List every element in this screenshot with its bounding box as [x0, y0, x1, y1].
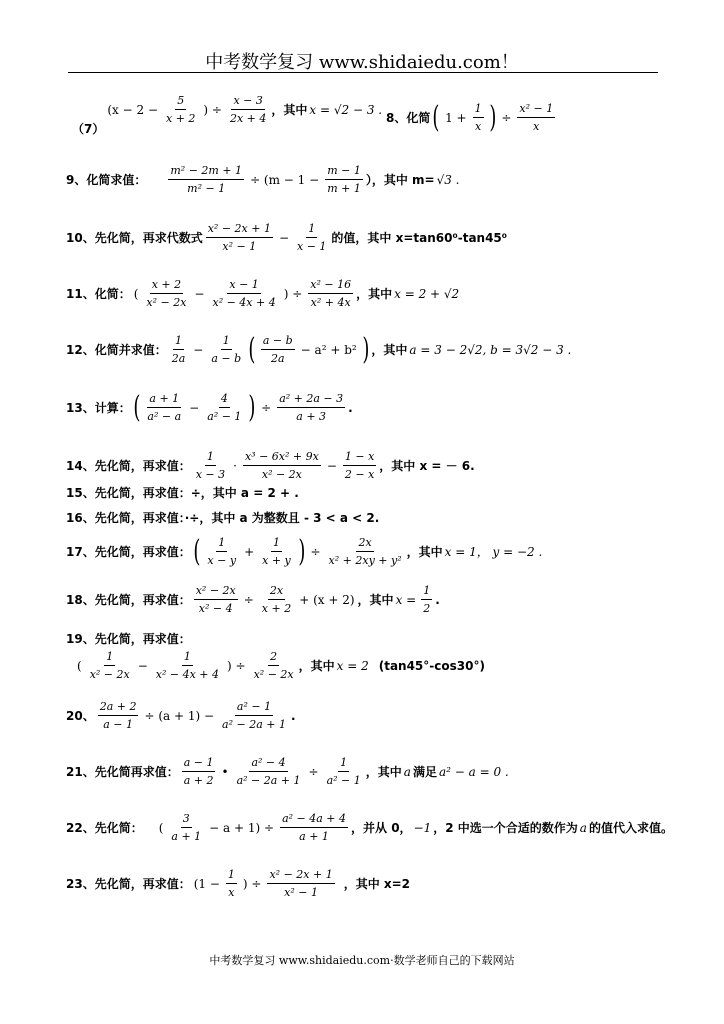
problem-21-condition: ，其中: [365, 765, 402, 779]
problem-18-value: x =: [395, 592, 417, 607]
problem-20-middle: ÷ (a + 1) −: [144, 708, 215, 723]
problem-9-condition: ），其中 m=: [365, 173, 435, 187]
problem-11-fraction-3: $\frac{\text{x² − 16}}{\text{x² + 4x}}$: [310, 278, 352, 309]
problem-22-label: 22、先化简：: [66, 821, 143, 835]
problem-9-label: 9、化简求值：: [66, 173, 147, 187]
problem-21-fraction-3: $\frac{1}{\text{a² − 1}}$: [326, 756, 361, 787]
problem-15: [66, 484, 299, 501]
problem-11-fraction-2: $\frac{x - 1}{\text{x² − 4x + 4}}$: [212, 278, 276, 309]
problem-22: 22、先化简： ( $\frac{3}{a + 1}$ − a + 1) ÷ $\frac{\text{a² − 4a + 4}}{a + 1}$ ，并从 0， −1 ，2 中选一个合适的数作为 a 的值代入求值。: [66, 812, 673, 843]
problem-13-fraction-2: $\frac{4}{\text{a² − 1}}$: [207, 392, 242, 423]
problem-19-fraction-2: $\frac{1}{\text{x² − 4x + 4}}$: [155, 650, 220, 681]
problem-12: 12、化简并求值： $\frac{1}{2a}$ − $\frac{1}{a - b}$ ( $\frac{a - b}{2a}$ − a² + b² ) ，其中 a = 3 − 2√2, b = 3√2 − 3 .: [66, 331, 572, 367]
problem-14-label: 14、先化简，再求值：: [66, 459, 191, 473]
problem-11-fraction-1: $\frac{x + 2}{\text{x² − 2x}}$: [146, 278, 187, 309]
problem-13-end: .: [348, 400, 353, 415]
problem-19-value: x = 2: [336, 658, 369, 673]
problem-14-fraction-3: $\frac{1 - x}{2 - x}$: [344, 450, 375, 481]
problem-23-middle: ) ÷: [242, 876, 262, 891]
problem-16-text: 16、先化简，再求值：·÷，其中 a 为整数且 - 3 < a < 2.: [66, 511, 380, 525]
problem-13-label: 13、计算：: [66, 401, 131, 415]
problem-18-fraction-3: $\frac{1}{2}$: [423, 584, 431, 615]
problem-17-fraction-1: $\frac{1}{x - y}$: [207, 536, 237, 567]
problem-11: 11、化简： ( $\frac{x + 2}{\text{x² − 2x}}$ − $\frac{x - 1}{\text{x² − 4x + 4}}$ ) ÷ $\frac{\text{x² − 16}}{\text{x² + 4x}}$ ，其中 x = 2 + √2: [66, 278, 460, 309]
problem-8-label: 8、化简: [386, 111, 431, 125]
problem-16: [66, 509, 379, 526]
problem-21-fraction-2: $\frac{\text{a² − 4}}{\text{a² − 2a + 1}}$: [236, 756, 301, 787]
problem-17-fraction-2: $\frac{1}{x + y}$: [262, 536, 291, 567]
problem-21-variable: a: [403, 764, 411, 779]
problem-23-fraction-2: $\frac{\text{x² − 2x + 1}}{\text{x² − 1}}$: [269, 868, 333, 899]
page-footer: 中考数学复习 www.shidaiedu.com·数学老师自己的下载网站: [209, 954, 515, 967]
problem-8-fraction-1: $\frac{1}{x}$: [474, 102, 482, 133]
problem-19: ( $\frac{1}{\text{x² − 2x}}$ − $\frac{1}{\text{x² − 4x + 4}}$ ) ÷ $\frac{2}{\text{x² − 2x}}$ ，其中 x = 2 (tan45°-cos30°): [77, 650, 485, 681]
problem-7-lead: (x − 2 −: [107, 102, 158, 117]
problem-7-label: （7）: [72, 122, 105, 136]
problem-15-text: 15、先化简，再求值：÷，其中 a = 2 + .: [66, 486, 299, 500]
problem-7-close: ) ÷: [203, 102, 222, 117]
problem-9: [66, 164, 462, 195]
problem-13-fraction-3: $\frac{\text{a² + 2a − 3}}{a + 3}$: [279, 392, 344, 423]
problem-21-label: 21、先化简再求值：: [66, 765, 179, 779]
problem-9-fraction-2: $\frac{m - 1}{m + 1}$: [327, 164, 361, 195]
problem-18-fraction-2: $\frac{2x}{x + 2}$: [261, 584, 292, 615]
problem-19-fraction-3: $\frac{2}{\text{x² − 2x}}$: [253, 650, 294, 681]
problem-10: 10、先化简，再求代数式 $\frac{\text{x² − 2x + 1}}{\text{x² − 1}}$ − $\frac{1}{x - 1}$ 的值，其中 x=tan60⁰-tan45⁰: [66, 222, 508, 253]
problem-18-end: .: [435, 592, 440, 607]
problem-23-fraction-1: $\frac{1}{x}$: [227, 868, 235, 899]
problem-14-condition: ，其中 x = － 6.: [379, 459, 475, 473]
problem-20-fraction-2: $\frac{\text{a² − 1}}{\text{a² − 2a + 1}}$: [222, 700, 286, 731]
problem-21-fraction-1: $\frac{a - 1}{a + 2}$: [183, 756, 214, 787]
problem-14: 14、先化简，再求值： $\frac{1}{x - 3}$ · $\frac{\text{x³ − 6x² + 9x}}{\text{x² − 2x}}$ − $\frac{1 - x}{2 - x}$ ，其中 x = － 6.: [66, 450, 475, 481]
problem-18-condition: ，其中: [357, 593, 394, 607]
problem-22-condition-2: ，2 中选一个合适的数作为: [433, 821, 578, 835]
problem-17-fraction-3: $\frac{2x}{\text{x² + 2xy + y²}}$: [328, 536, 402, 567]
problem-20: [66, 700, 296, 731]
problem-9-fraction-1: $\frac{\text{m² − 2m + 1}}{\text{m² − 1}}$: [170, 164, 243, 195]
problem-10-fraction-1: $\frac{\text{x² − 2x + 1}}{\text{x² − 1}}$: [207, 222, 271, 253]
problem-10-condition: 的值，其中 x=tan60⁰-tan45⁰: [331, 231, 508, 245]
problem-12-tail: − a² + b²: [300, 342, 357, 357]
problem-21-equation: a² − a = 0 .: [438, 764, 509, 779]
problem-12-label: 12、化简并求值：: [66, 343, 167, 357]
problem-17-label: 17、先化简，再求值：: [66, 545, 191, 559]
problem-20-end: .: [291, 708, 296, 723]
problem-17: 17、先化简，再求值： ( $\frac{1}{x - y}$ + $\frac{1}{x + y}$ ) ÷ $\frac{2x}{\text{x² + 2xy + y²}}$ ，其中 x = 1， y = −2 .: [66, 533, 543, 569]
problem-19-label: 19、先化简，再求值：: [66, 632, 191, 646]
problem-11-label: 11、化简：: [66, 287, 131, 301]
problem-13: 13、计算： ( $\frac{a + 1}{\text{a² − a}}$ − $\frac{4}{\text{a² − 1}}$ ) ÷ $\frac{\text{a² + 2a − 3}}{a + 3}$ .: [66, 389, 353, 425]
problem-21: 21、先化简再求值： $\frac{a - 1}{a + 2}$ • $\frac{\text{a² − 4}}{\text{a² − 2a + 1}}$ ÷ $\frac{1}{\text{a² − 1}}$ ，其中 a 满足 a² − a = 0 .: [66, 756, 509, 787]
problem-19-heading: [66, 630, 191, 647]
problem-7-fraction-1: $\frac{5}{x + 2}$: [166, 94, 196, 125]
problem-19-condition: ，其中: [298, 659, 335, 673]
problem-18-label: 18、先化简，再求值：: [66, 593, 191, 607]
problem-17-condition: ，其中: [406, 545, 443, 559]
problem-11-value: x = 2 + √2: [394, 286, 460, 301]
problem-14-fraction-1: $\frac{1}{x - 3}$: [195, 450, 226, 481]
problem-23: [66, 868, 410, 899]
problem-12-fraction-1: $\frac{1}{2a}$: [171, 334, 186, 365]
problem-22-fraction-1: $\frac{3}{a + 1}$: [171, 812, 202, 843]
problem-20-label: 20、: [66, 709, 95, 723]
page-header: 中考数学复习 www.shidaiedu.com！: [205, 52, 519, 73]
problem-23-lead: (1 −: [193, 876, 220, 891]
problem-8-fraction-2: $\frac{\text{x² − 1}}{x}$: [519, 102, 554, 133]
problem-12-fraction-3: $\frac{a - b}{2a}$: [262, 334, 293, 365]
problem-22-variable: a: [579, 820, 587, 835]
problem-9-middle: ÷ (m − 1 −: [250, 172, 320, 187]
problem-20-fraction-1: $\frac{2a + 2}{a - 1}$: [99, 700, 137, 731]
problem-22-value-1: −1: [413, 820, 432, 835]
header-rule: [68, 72, 658, 73]
problem-7: [72, 96, 384, 137]
problem-7-condition: ，其中: [271, 103, 308, 117]
problem-11-condition: ，其中: [356, 287, 393, 301]
problem-10-label: 10、先化简，再求代数式: [66, 231, 203, 245]
problem-12-value: a = 3 − 2√2, b = 3√2 − 3 .: [409, 342, 572, 357]
problem-22-fraction-2: $\frac{\text{a² − 4a + 4}}{a + 1}$: [282, 812, 347, 843]
problem-22-condition: ，并从 0，: [351, 821, 412, 835]
problem-12-condition: ，其中: [371, 343, 408, 357]
problem-19-fraction-1: $\frac{1}{\text{x² − 2x}}$: [89, 650, 130, 681]
problem-18-tail: + (x + 2): [299, 592, 355, 607]
problem-18-fraction-1: $\frac{\text{x² − 2x}}{\text{x² − 4}}$: [195, 584, 236, 615]
problem-21-condition-2: 满足: [412, 765, 437, 779]
problem-22-condition-3: 的值代入求值。: [588, 821, 673, 835]
problem-14-fraction-2: $\frac{\text{x³ − 6x² + 9x}}{\text{x² − 2x}}$: [244, 450, 319, 481]
problem-17-value: x = 1， y = −2 .: [444, 545, 543, 559]
problem-8: 8、化简 ( 1 + $\frac{1}{x}$ ) ÷ $\frac{\text{x² − 1}}{x}$: [386, 99, 554, 135]
problem-23-condition: ，其中 x=2: [343, 877, 411, 891]
problem-13-fraction-1: $\frac{a + 1}{\text{a² − a}}$: [147, 392, 182, 423]
problem-7-fraction-2: $\frac{x - 3}{2x + 4}$: [229, 94, 267, 125]
problem-12-fraction-2: $\frac{1}{a - b}$: [211, 334, 242, 365]
problem-19-extra: (tan45°-cos30°): [378, 658, 485, 673]
problem-23-label: 23、先化简，再求值：: [66, 877, 191, 891]
problem-22-middle: − a + 1) ÷: [209, 820, 275, 835]
problem-18: 18、先化简，再求值： $\frac{\text{x² − 2x}}{\text{x² − 4}}$ ÷ $\frac{2x}{x + 2}$ + (x + 2) ，其中 x = $\frac{1}{2}$ .: [66, 584, 440, 615]
problem-7-value: x = √2 − 3 .: [309, 102, 383, 117]
problem-9-value: √3 .: [436, 172, 460, 187]
problem-10-fraction-2: $\frac{1}{x - 1}$: [297, 222, 327, 253]
